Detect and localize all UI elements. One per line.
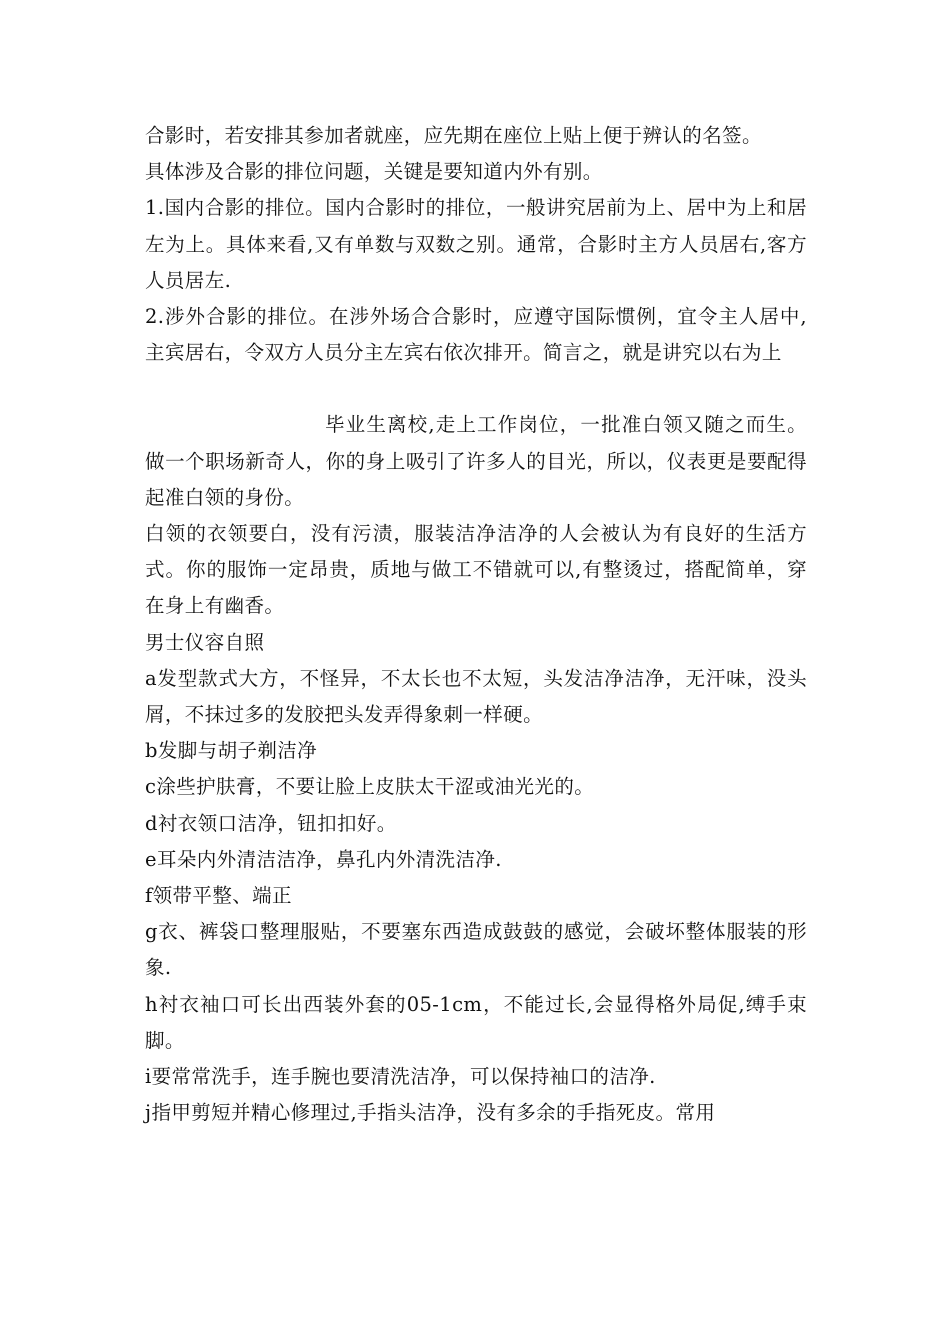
document-body — [145, 118, 807, 1131]
list-item-h: h衬衣袖口可长出西装外套的05-1cm，不能过长,会显得格外局促,缚手束脚。 — [145, 992, 807, 1052]
list-item-c: c涂些护肤膏，不要让脸上皮肤太干涩或油光光的。 — [145, 775, 595, 799]
paragraph-seating-principle: 具体涉及合影的排位问题，关键是要知道内外有别。 — [145, 160, 603, 184]
paragraph-white-collar: 白领的衣领要白，没有污渍，服装洁净洁净的人会被认为有良好的生活方式。你的服饰一定昂贵，质地与做工不错就可以,有整烫过，搭配简单，穿在身上有幽香。 — [145, 522, 807, 618]
heading-male-grooming: 男士仪容自照 — [145, 630, 265, 654]
list-item-a: a发型款式大方，不怪异，不太长也不太短，头发洁净洁净，无汗味，没头屑，不抹过多的发胶把头发弄得象刺一样硬。 — [145, 666, 807, 727]
list-item-e: e耳朵内外清洁洁净，鼻孔内外清洗洁净. — [145, 847, 502, 871]
list-item-b: b发脚与胡子剃洁净 — [145, 739, 318, 763]
list-item-g: g衣、裤袋口整理服贴，不要塞东西造成鼓鼓的感觉，会破坏整体服装的形象. — [145, 920, 807, 980]
paragraph-graduates: 毕业生离校,走上工作岗位，一批准白领又随之而生。做一个职场新奇人，你的身上吸引了许多人的目光，所以，仪表更是要配得起准白领的身份。 — [145, 413, 807, 509]
list-item-f: f领带平整、端正 — [145, 884, 292, 908]
paragraph-group-photo-seating: 合影时，若安排其参加者就座，应先期在座位上贴上便于辨认的名签。 — [145, 124, 762, 147]
paragraph-domestic-seating: 1.国内合影的排位。国内合影时的排位，一般讲究居前为上、居中为上和居左为上。具体来看,又有单数与双数之别。通常，合影时主方人员居右,客方人员居左. — [145, 196, 807, 292]
list-item-d: d衬衣领口洁净，钮扣扣好。 — [145, 811, 397, 835]
section-gap — [145, 371, 807, 407]
paragraph-foreign-seating: 2.涉外合影的排位。在涉外场合合影时，应遵守国际惯例，宜令主人居中,主宾居右，令双方人员分主左宾右依次排开。简言之，就是讲究以右为上 — [145, 305, 807, 365]
list-item-i: i要常常洗手，连手腕也要清洗洁净，可以保持袖口的洁净. — [145, 1065, 656, 1089]
list-item-j: j指甲剪短并精心修理过,手指头洁净，没有多余的手指死皮。常用 — [145, 1101, 716, 1125]
